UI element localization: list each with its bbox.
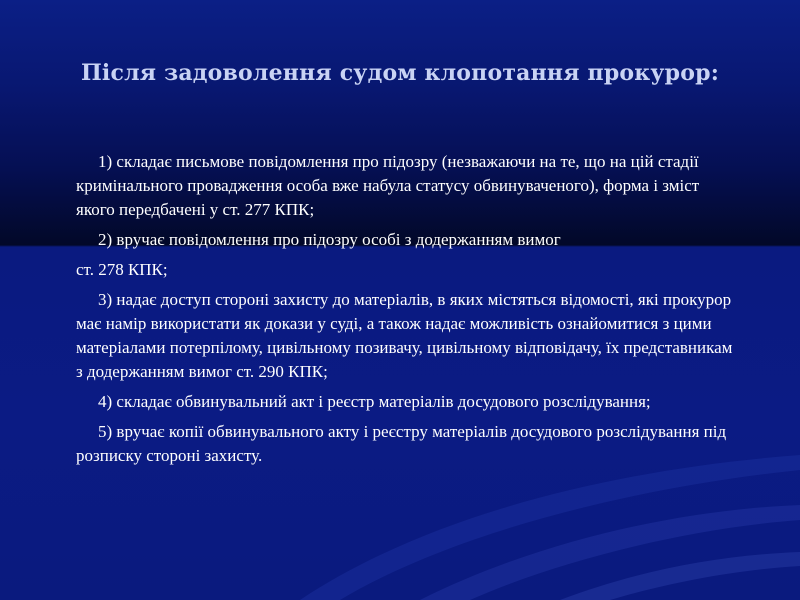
- list-item-5: 5) вручає копії обвинувального акту і реєстру матеріалів досудового розслідування під розписку стороні захисту.: [76, 422, 727, 465]
- list-item-4: 4) складає обвинувальний акт і реєстр матеріалів досудового розслідування;: [98, 392, 651, 411]
- slide-title: Після задоволення судом клопотання прокурор:: [80, 60, 720, 86]
- list-item-1: 1) складає письмове повідомлення про підозру (незважаючи на те, що на цій стадії кримінального провадження особа вже набула статусу обвинуваченого), форма і зміст якого передбачені у ст. 277 КПК;: [76, 152, 700, 219]
- list-item-3: 3) надає доступ стороні захисту до матеріалів, в яких містяться відомості, які прокурор має намір використати як докази у суді, а також надає можливість ознайомитися з цими матеріалами потерпілому, цивільному позивачу, цивільному відповідачу, їх представникам з додержанням вимог ст. 290 КПК;: [76, 290, 733, 381]
- slide-body: [76, 150, 736, 474]
- list-item-2: 2) вручає повідомлення про підозру особі з додержанням вимог: [98, 230, 561, 249]
- list-item-2-continuation: ст. 278 КПК;: [76, 260, 168, 279]
